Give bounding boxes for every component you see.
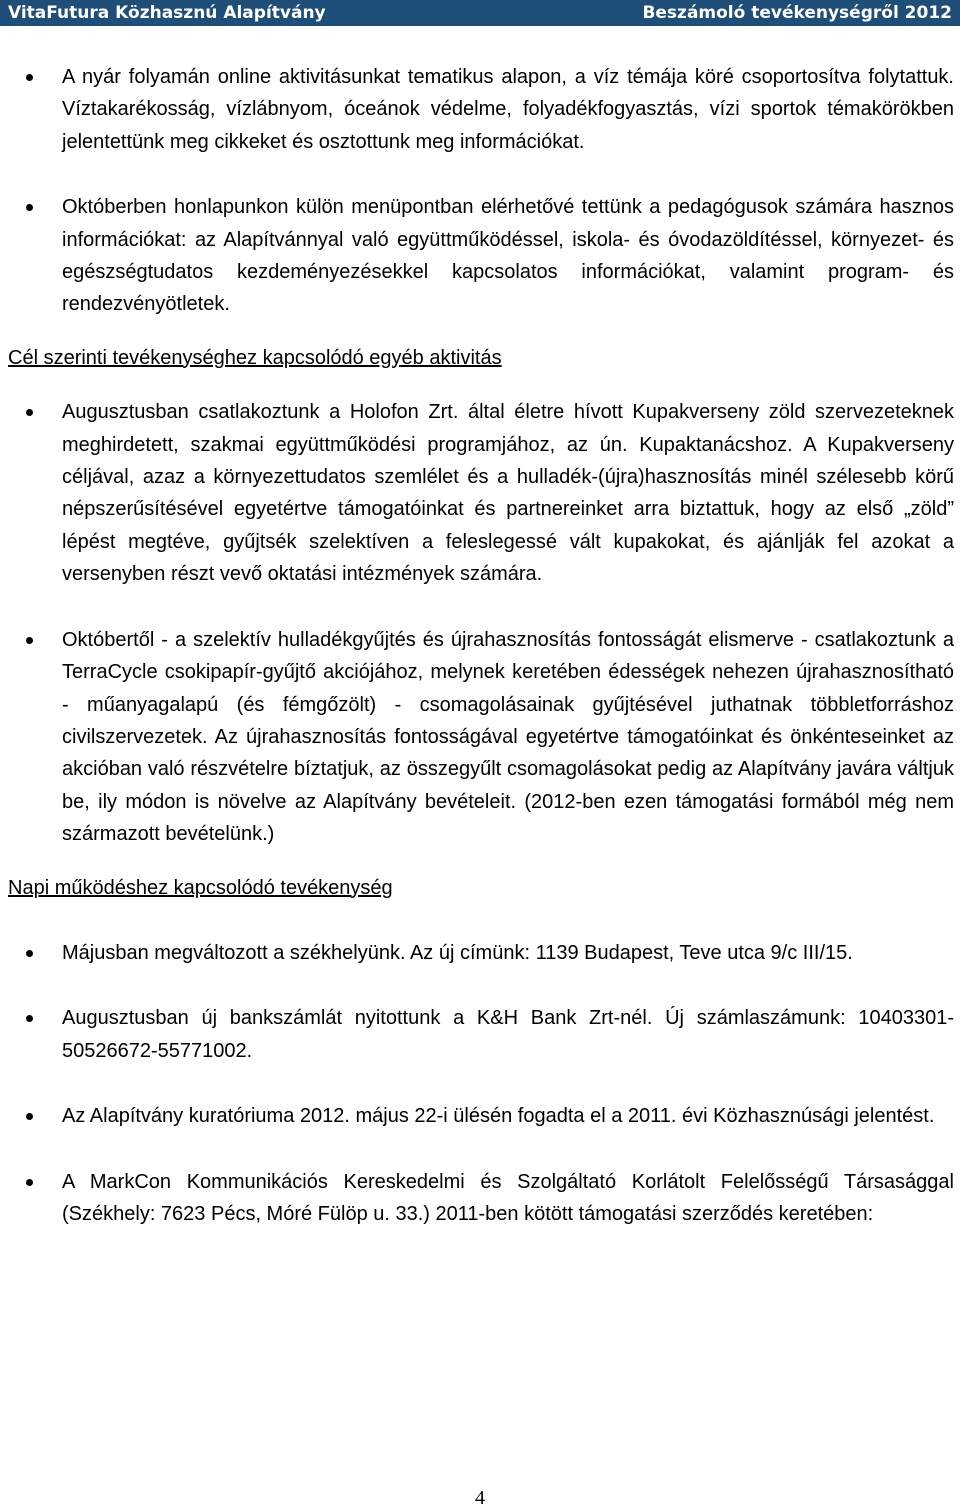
list-item-text: A nyár folyamán online aktivitásunkat tematikus alapon, a víz témája köré csoportosítva folytattuk. Víztakarékosság, vízlábnyom, óceánok védelme, folyadékfogyasztás, vízi sportok témakörökben jelentettünk meg cikkeket és osztottunk meg információkat.	[62, 66, 954, 153]
list-item-text: Májusban megváltozott a székhelyünk. Az új címünk: 1139 Budapest, Teve utca 9/c III/15.	[62, 941, 853, 964]
header-report-title: Beszámoló tevékenységről 2012	[642, 3, 952, 23]
page-number: 4	[475, 1487, 485, 1509]
list-item	[8, 61, 954, 158]
document-body	[8, 58, 954, 1230]
bullet-icon	[26, 1179, 33, 1186]
list-item-text: Augusztusban új bankszámlát nyitottunk a K&H Bank Zrt-nél. Új számlaszámunk: 10403301-50526672-55771002.	[62, 1007, 954, 1062]
daily-operation-list	[8, 937, 954, 1230]
bullet-icon	[26, 950, 33, 957]
list-item-text: Októberben honlapunkon külön menüpontban elérhetővé tettünk a pedagógusok számára hasznos információkat: az Alapítvánnyal való együttműködéssel, iskola- és óvodazöldítéssel, környezet- és egészségtudatos kezdeményezésekkel kapcsolatos információkat, valamint program- és rendezvényötletek.	[62, 196, 954, 316]
document-header	[0, 0, 960, 26]
bullet-icon	[26, 1015, 33, 1022]
bullet-icon	[26, 74, 33, 81]
section-heading-daily-operation: Napi működéshez kapcsolódó tevékenység	[8, 876, 393, 899]
header-organization: VitaFutura Közhasznú Alapítvány	[8, 3, 326, 23]
list-item	[8, 1166, 954, 1231]
bullet-icon	[26, 637, 33, 644]
bullet-icon	[26, 409, 33, 416]
other-activities-list	[8, 396, 954, 850]
list-item	[8, 1002, 954, 1067]
list-item	[8, 1100, 954, 1132]
list-item	[8, 396, 954, 590]
list-item-text: A MarkCon Kommunikációs Kereskedelmi és Szolgáltató Korlátolt Felelősségű Társasággal (Székhely: 7623 Pécs, Móré Fülöp u. 33.) 2011-ben kötött támogatási szerződés keretében:	[62, 1170, 954, 1225]
bullet-icon	[26, 204, 33, 211]
list-item	[8, 624, 954, 851]
section-heading-other-activities: Cél szerinti tevékenységhez kapcsolódó egyéb aktivitás	[8, 346, 502, 369]
summer-activity-list	[8, 61, 954, 321]
list-item-text: Az Alapítvány kuratóriuma 2012. május 22-i ülésén fogadta el a 2011. évi Közhasznúsági jelentést.	[62, 1105, 935, 1128]
list-item	[8, 937, 954, 969]
list-item-text: Augusztusban csatlakoztunk a Holofon Zrt. által életre hívott Kupakverseny zöld szervezeteknek meghirdetett, szakmai együttműködési programjához, az ún. Kupaktanácshoz. A Kupakverseny céljával, azaz a környezettudatos szemlélet és a hulladék-(újra)hasznosítás minél szélesebb körű népszerűsítésével egyetértve támogatóinkat és partnereinket arra biztattuk, hogy az első „zöld” lépést megtéve, gyűjtsék szelektíven a feleslegessé vált kupakokat, és ajánlják fel azokat a versenyben részt vevő oktatási intézmények számára.	[62, 401, 954, 586]
bullet-icon	[26, 1113, 33, 1120]
list-item-text: Októbertől - a szelektív hulladékgyűjtés és újrahasznosítás fontosságát elismerve - csatlakoztunk a TerraCycle csokipapír-gyűjtő akciójához, melynek keretében édességek nehezen újrahasznosítható - műanyagalapú (és fémgőzölt) - csomagolásainak gyűjtésével juthatnak többletforráshoz civilszervezetek. Az újrahasznosítás fontosságával egyetértve támogatóinkat és önkénteseinket az akcióban való részvételre bíztatjuk, az összegyűlt csomagolásokat pedig az Alapítvány javára váltjuk be, ily módon is növelve az Alapítvány bevételeit. (2012-ben ezen támogatási formából még nem származott bevételünk.)	[62, 628, 954, 846]
list-item	[8, 191, 954, 321]
